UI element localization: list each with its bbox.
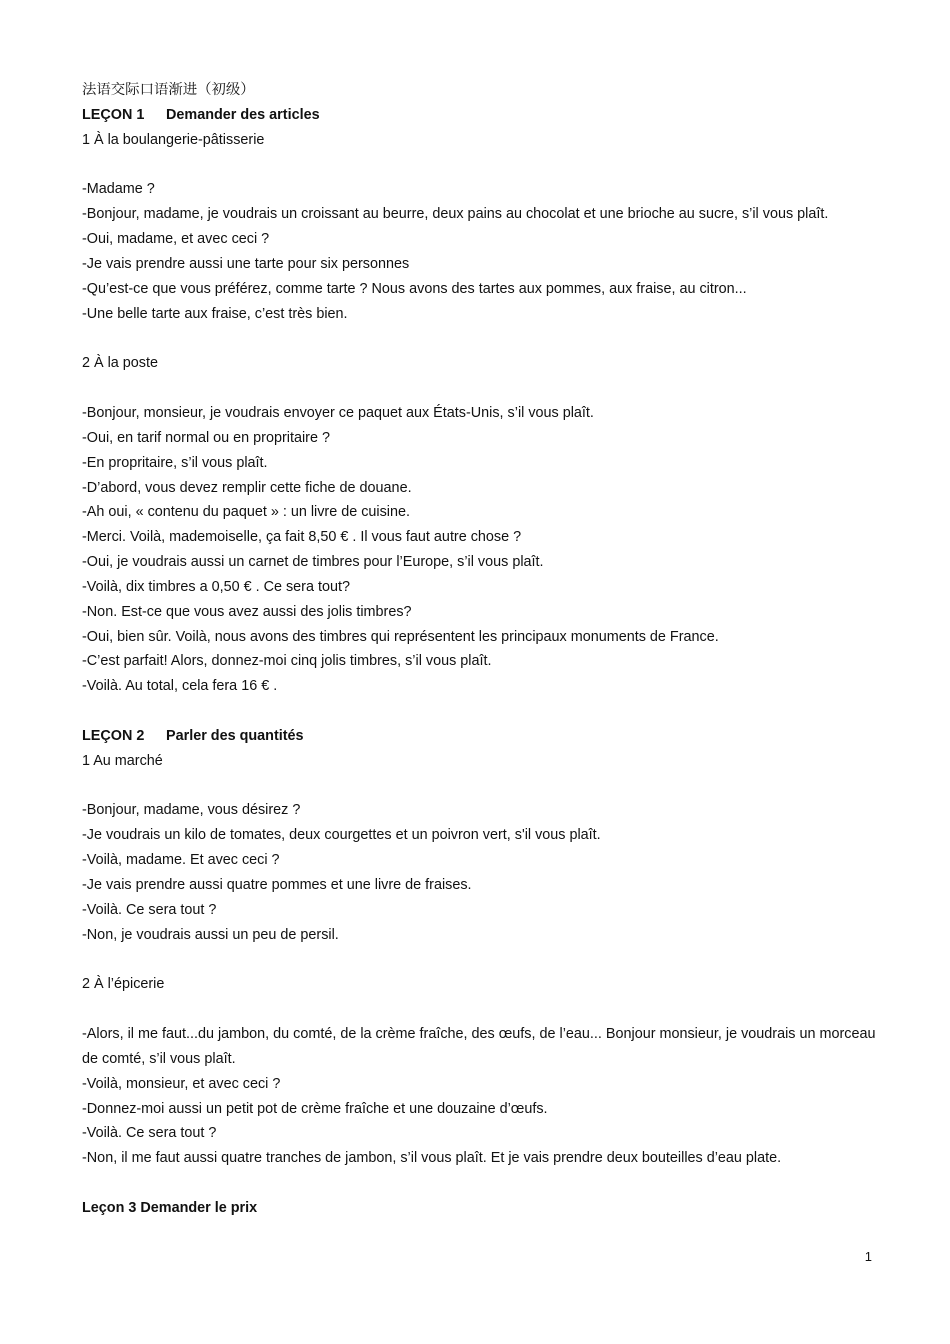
lesson-2-section-2-title: 2 À l’épicerie xyxy=(82,976,165,993)
lesson-2-title: Parler des quantités xyxy=(166,727,304,744)
dialogue-line: -D’abord, vous devez remplir cette fiche de douane. xyxy=(82,479,412,496)
lesson-2-number: LEÇON 2 xyxy=(82,727,145,744)
dialogue-line: -Une belle tarte aux fraise, c’est très bien. xyxy=(82,305,348,322)
blank-line xyxy=(82,948,877,973)
lesson-2-heading xyxy=(82,724,877,749)
blank-line xyxy=(82,997,877,1022)
dialogue-line: -Merci. Voilà, mademoiselle, ça fait 8,50 € . Il vous faut autre chose ? xyxy=(82,529,522,546)
blank-line xyxy=(82,376,877,401)
lesson-1-section-2-title: 2 À la poste xyxy=(82,355,159,372)
blank-line xyxy=(82,1171,877,1196)
dialogue-line: -Je voudrais un kilo de tomates, deux courgettes et un poivron vert, s'il vous plaît. xyxy=(82,827,601,844)
lesson-2-section-1-title: 1 Au marché xyxy=(82,752,163,769)
dialogue-line: -Ah oui, « contenu du paquet » : un livre de cuisine. xyxy=(82,504,411,521)
dialogue-line: -Alors, il me faut...du jambon, du comté, de la crème fraîche, des œufs, de l’eau... Bonjour monsieur, je voudrais un morceau de comté, s’il vous plaît. xyxy=(82,1026,876,1067)
lesson-1-title: Demander des articles xyxy=(166,106,320,123)
dialogue-line: -Je vais prendre aussi une tarte pour six personnes xyxy=(82,255,410,272)
dialogue-line: -Bonjour, madame, je voudrais un croissant au beurre, deux pains au chocolat et une brioche au sucre, s’il vous plaît. xyxy=(82,206,829,223)
blank-line xyxy=(82,326,877,351)
dialogue-line: -Voilà. Ce sera tout ? xyxy=(82,1125,217,1142)
dialogue-line: -Non, il me faut aussi quatre tranches de jambon, s’il vous plaît. Et je vais prendre deux bouteilles d’eau plate. xyxy=(82,1150,782,1167)
dialogue-line: -Non. Est-ce que vous avez aussi des jolis timbres? xyxy=(82,603,412,620)
page-number: 1 xyxy=(864,1249,872,1264)
dialogue-line: -Voilà, dix timbres a 0,50 € . Ce sera tout? xyxy=(82,578,350,595)
dialogue-line: -Voilà. Ce sera tout ? xyxy=(82,901,217,918)
lesson-3-heading: Leçon 3 Demander le prix xyxy=(82,1199,258,1216)
lesson-1-number: LEÇON 1 xyxy=(82,106,145,123)
lesson-1-section-1-title: 1 À la boulangerie-pâtisserie xyxy=(82,131,265,148)
dialogue-line: -Donnez-moi aussi un petit pot de crème fraîche et une douzaine d’œufs. xyxy=(82,1100,548,1117)
blank-line xyxy=(82,699,877,724)
dialogue-line: -En propritaire, s’il vous plaît. xyxy=(82,454,268,471)
dialogue-line: -Bonjour, madame, vous désirez ? xyxy=(82,802,301,819)
document-content xyxy=(82,78,877,1221)
dialogue-line: -Voilà, madame. Et avec ceci ? xyxy=(82,852,280,869)
document-title: 法语交际口语渐进（初级） xyxy=(82,82,255,98)
dialogue-line: -Qu’est-ce que vous préférez, comme tarte ? Nous avons des tartes aux pommes, aux fraise, au citron... xyxy=(82,280,747,297)
dialogue-line: -Non, je voudrais aussi un peu de persil. xyxy=(82,926,339,943)
dialogue-line: -Je vais prendre aussi quatre pommes et une livre de fraises. xyxy=(82,877,472,893)
dialogue-line: -Oui, en tarif normal ou en propritaire ? xyxy=(82,429,330,446)
dialogue-line: -Madame ? xyxy=(82,181,155,198)
blank-line xyxy=(82,153,877,178)
lesson-1-heading xyxy=(82,103,877,128)
dialogue-line: -Oui, madame, et avec ceci ? xyxy=(82,231,270,248)
dialogue-line: -C’est parfait! Alors, donnez-moi cinq jolis timbres, s’il vous plaît. xyxy=(82,653,492,670)
dialogue-line: -Oui, bien sûr. Voilà, nous avons des timbres qui représentent les principaux monuments de France. xyxy=(82,628,719,645)
dialogue-line: -Bonjour, monsieur, je voudrais envoyer ce paquet aux États-Unis, s’il vous plaît. xyxy=(82,404,594,421)
blank-line xyxy=(82,774,877,799)
dialogue-line: -Oui, je voudrais aussi un carnet de timbres pour l’Europe, s’il vous plaît. xyxy=(82,554,544,571)
dialogue-line: -Voilà. Au total, cela fera 16 € . xyxy=(82,678,278,695)
dialogue-line: -Voilà, monsieur, et avec ceci ? xyxy=(82,1075,281,1092)
